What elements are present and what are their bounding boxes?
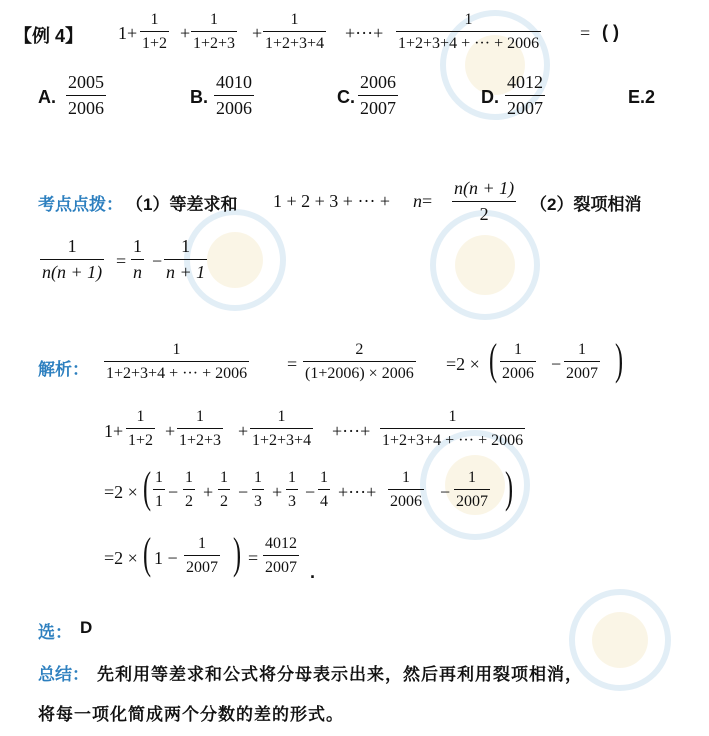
option-d-label: D. xyxy=(481,87,499,107)
summary-line-2: 将每一项化简成两个分数的差的形式。 xyxy=(38,705,344,724)
plus-sign: + xyxy=(252,23,263,43)
equals-sign: = xyxy=(248,548,259,568)
seq-op: + xyxy=(272,482,283,502)
seq-frac-1: 1 1 xyxy=(155,469,163,510)
right-paren: ) xyxy=(615,335,624,384)
sum-formula-fraction: n(n + 1) 2 xyxy=(454,178,515,224)
seq-frac-3: 1 2 xyxy=(220,469,228,510)
summary-line-1: 先利用等差求和公式将分母表示出来，然后再利用裂项相消， xyxy=(97,665,583,684)
ellipsis-plus: +···+ xyxy=(332,421,371,441)
seq-op: +···+ xyxy=(338,482,377,502)
plus-sign: + xyxy=(165,421,176,441)
plus-sign: + xyxy=(238,421,249,441)
solution-line2-term-4: 1 1+2+3+4 + ··· + 2006 xyxy=(382,408,524,449)
solution-line1-fraction-4: 1 2007 xyxy=(566,341,598,382)
right-paren: ) xyxy=(505,463,514,512)
solution-line4-lead: =2 × xyxy=(104,548,138,568)
split-a-fraction: 1 n xyxy=(133,236,142,282)
split-equals: = xyxy=(116,251,127,271)
minus-sign: − xyxy=(551,354,562,374)
left-paren: ( xyxy=(143,463,152,512)
sum-n: n xyxy=(413,191,422,211)
sum-equals: = xyxy=(422,191,433,211)
sum-expression: 1 + 2 + 3 + ··· + xyxy=(273,191,391,211)
option-a-fraction: 2005 2006 xyxy=(68,72,104,118)
equals-sign: = xyxy=(580,23,591,43)
period: . xyxy=(310,562,316,582)
solution-line1-fraction-3: 1 2006 xyxy=(502,341,534,382)
example-term-3: 1 1+2+3+4 xyxy=(265,11,325,52)
option-e: E.2 xyxy=(628,87,656,107)
left-paren: ( xyxy=(489,335,498,384)
seq-op: − xyxy=(238,482,249,502)
summary-label: 总结： xyxy=(38,665,89,684)
solution-line1-fraction-1: 1 1+2+3+4 + ··· + 2006 xyxy=(106,341,248,382)
seq-op: + xyxy=(203,482,214,502)
option-b-label: B. xyxy=(190,87,208,107)
seq-frac-8: 1 2007 xyxy=(456,469,488,510)
split-b-fraction: 1 n + 1 xyxy=(166,236,206,282)
option-c-label: C. xyxy=(337,87,355,107)
solution-line2-term-2: 1 1+2+3 xyxy=(179,408,222,449)
right-paren: ) xyxy=(233,529,242,578)
solution-line4-result: 4012 2007 xyxy=(265,535,297,576)
ellipsis-plus: +···+ xyxy=(345,23,384,43)
left-paren: ( xyxy=(143,529,152,578)
solution-line4-fraction: 1 2007 xyxy=(186,535,218,576)
one-minus: 1 − xyxy=(154,548,178,568)
plus-sign: + xyxy=(180,23,191,43)
seq-frac-4: 1 3 xyxy=(254,469,262,510)
seq-frac-7: 1 2006 xyxy=(390,469,422,510)
example-term-1: 1 1+2 xyxy=(142,11,168,52)
solution-line2-term-1: 1 1+2 xyxy=(128,408,154,449)
keypoints-label: 考点点拨： xyxy=(38,195,123,214)
option-d-fraction: 4012 2007 xyxy=(507,72,543,118)
solution-line1-fraction-2: 2 (1+2006) × 2006 xyxy=(305,341,414,382)
option-c-fraction: 2006 2007 xyxy=(360,72,396,118)
example-term-2: 1 1+2+3 xyxy=(193,11,236,52)
keypoints-part1: （1）等差求和 xyxy=(126,195,238,214)
solution-line3-lead: =2 × xyxy=(104,482,138,502)
answer-blank: ( ) xyxy=(602,22,619,42)
solution-line2-term-3: 1 1+2+3+4 xyxy=(252,408,312,449)
split-left-fraction: 1 n(n + 1) xyxy=(42,236,103,282)
times-two: =2 × xyxy=(446,354,480,374)
example-lead: 1+ xyxy=(118,23,138,43)
example-term-4: 1 1+2+3+4 + ··· + 2006 xyxy=(398,11,540,52)
option-a-label: A. xyxy=(38,87,56,107)
keypoints-part2: （2）裂项相消 xyxy=(530,195,642,214)
seq-op: − xyxy=(168,482,179,502)
choose-value: D xyxy=(80,618,93,637)
example-tag: 【例 4】 xyxy=(14,26,84,46)
seq-frac-2: 1 2 xyxy=(185,469,193,510)
split-minus: − xyxy=(152,251,163,271)
seq-frac-5: 1 3 xyxy=(288,469,296,510)
equals-sign: = xyxy=(287,354,298,374)
solution-label: 解析： xyxy=(38,360,89,379)
choose-label: 选： xyxy=(38,623,72,642)
seq-frac-6: 1 4 xyxy=(320,469,328,510)
solution-line2-lead: 1+ xyxy=(104,421,124,441)
seq-op: − xyxy=(305,482,316,502)
seq-op: − xyxy=(440,482,451,502)
option-b-fraction: 4010 2006 xyxy=(216,72,252,118)
